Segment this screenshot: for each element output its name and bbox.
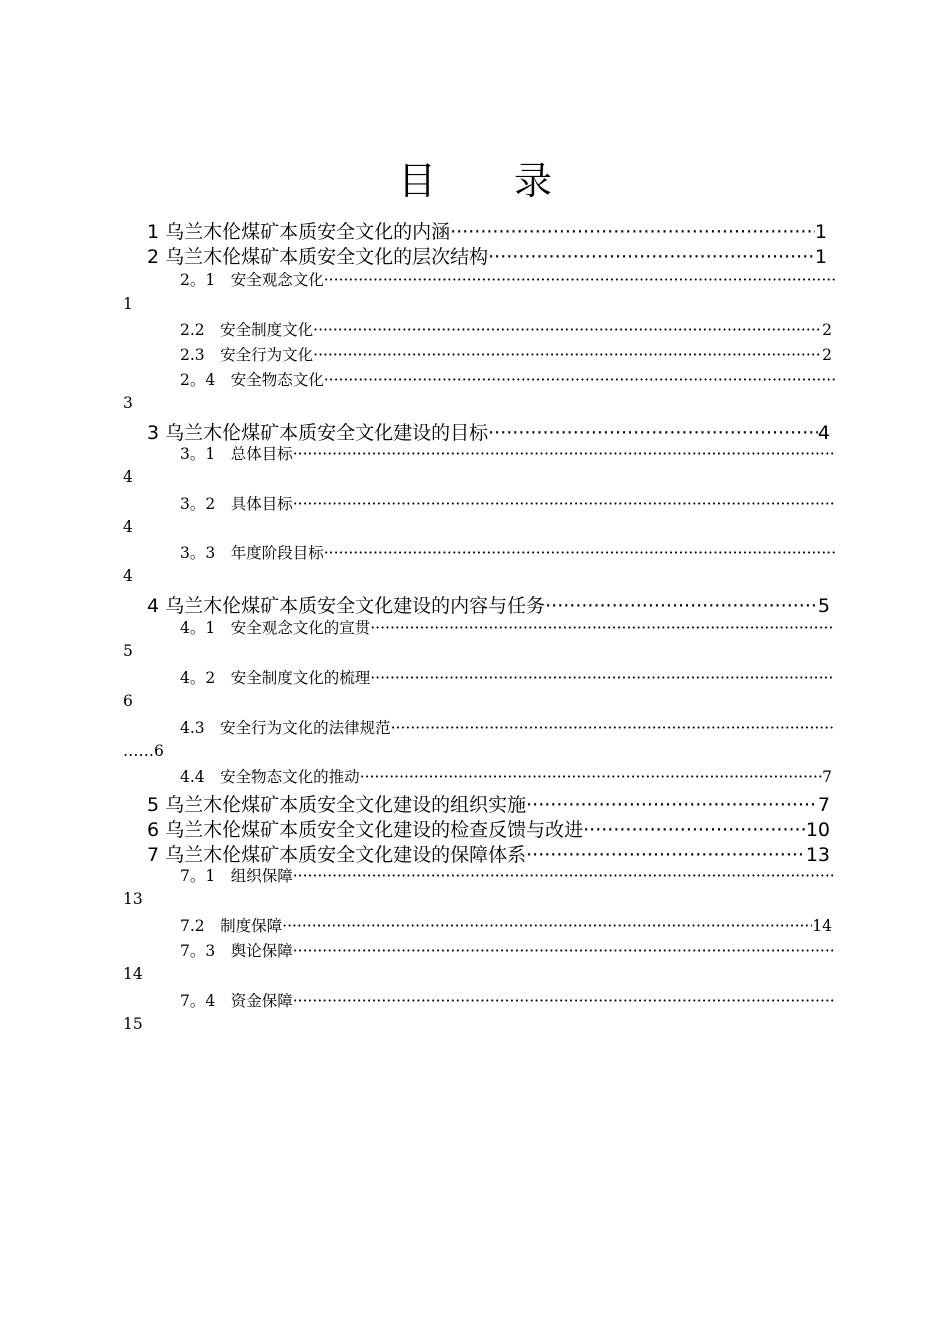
toc-entry-4-1[interactable] <box>180 616 835 638</box>
toc-entry-text: 2 乌兰木伦煤矿本质安全文化的层次结构 <box>147 246 489 268</box>
dot-leader <box>293 992 835 1010</box>
toc-page-number: 4 <box>123 567 133 585</box>
dot-leader <box>293 445 835 463</box>
toc-entry-text: 7 乌兰木伦煤矿本质安全文化建设的保障体系 <box>147 844 527 866</box>
dot-leader <box>450 221 815 243</box>
dot-leader <box>282 917 812 935</box>
toc-page-number: 5 <box>817 595 830 617</box>
dot-leader <box>370 619 835 637</box>
toc-entry-text: 2.3 安全行为文化 <box>180 346 314 364</box>
toc-entry-4-3[interactable] <box>180 716 835 738</box>
title-char-2: 录 <box>514 159 553 203</box>
toc-page-number: 1 <box>123 295 133 313</box>
toc-entry-3-1[interactable] <box>180 442 835 464</box>
toc-entry-text: 6 乌兰木伦煤矿本质安全文化建设的检查反馈与改进 <box>147 819 584 841</box>
toc-entry-text: 4 乌兰木伦煤矿本质安全文化建设的内容与任务 <box>147 595 546 617</box>
toc-entry-2-4[interactable] <box>180 368 835 390</box>
toc-entry-text: 3。3 年度阶段目标 <box>180 544 324 562</box>
toc-page-number: 13 <box>123 890 143 908</box>
toc-entry-4-4[interactable] <box>180 765 832 787</box>
dot-leader <box>488 422 818 444</box>
dot-leader <box>488 246 815 268</box>
toc-entry-6[interactable] <box>147 815 830 842</box>
toc-entry-7-4[interactable] <box>180 989 835 1011</box>
dot-leader <box>370 669 835 687</box>
toc-page-number: 2 <box>822 346 832 364</box>
dot-leader <box>583 819 806 841</box>
toc-entry-text: 7。1 组织保障 <box>180 867 293 885</box>
toc-page-number: 2 <box>822 321 832 339</box>
toc-page-number: 4 <box>123 518 133 536</box>
page-title <box>0 150 950 205</box>
dot-leader <box>324 371 835 389</box>
toc-entry-7-1[interactable] <box>180 864 835 886</box>
toc-page-number: 4 <box>123 468 133 486</box>
toc-page-number: 13 <box>805 844 830 866</box>
dot-leader <box>391 719 835 737</box>
toc-page-number: 7 <box>822 768 832 786</box>
toc-page-number: 6 <box>123 692 133 710</box>
toc-page-number: 4 <box>817 422 830 444</box>
toc-page-number: 14 <box>123 965 143 983</box>
toc-entry-text: 2。1 安全观念文化 <box>180 271 324 289</box>
dot-leader <box>545 595 818 617</box>
toc-page-number: 1 <box>814 246 827 268</box>
toc-page-number: 5 <box>123 642 133 660</box>
toc-page-number: ……6 <box>123 742 164 760</box>
toc-page-number: 15 <box>123 1015 143 1033</box>
dot-leader <box>526 794 818 816</box>
dot-leader <box>324 271 835 289</box>
toc-entry-text: 2。4 安全物态文化 <box>180 371 324 389</box>
toc-entry-text: 3。2 具体目标 <box>180 495 293 513</box>
toc-entry-2-2[interactable] <box>180 318 832 340</box>
title-char-1: 目 <box>397 159 436 203</box>
toc-entry-4-2[interactable] <box>180 666 835 688</box>
toc-page-number: 7 <box>817 794 830 816</box>
toc-entry-7-2[interactable] <box>180 914 832 936</box>
toc-entry-5[interactable] <box>147 790 830 817</box>
toc-entry-2-1[interactable] <box>180 268 835 290</box>
toc-entry-text: 1 乌兰木伦煤矿本质安全文化的内涵 <box>147 221 451 243</box>
toc-entry-3-2[interactable] <box>180 492 835 514</box>
toc-entry-text: 5 乌兰木伦煤矿本质安全文化建设的组织实施 <box>147 794 527 816</box>
toc-page-number: 3 <box>123 394 133 412</box>
dot-leader <box>324 544 835 562</box>
toc-page-number: 14 <box>812 917 832 935</box>
dot-leader <box>293 495 835 513</box>
toc-entry-text: 4.4 安全物态文化的推动 <box>180 768 360 786</box>
toc-entry-2[interactable] <box>147 242 827 269</box>
dot-leader <box>526 844 806 866</box>
dot-leader <box>293 942 835 960</box>
toc-entry-text: 7.2 制度保障 <box>180 917 283 935</box>
dot-leader <box>313 346 822 364</box>
toc-entry-1[interactable] <box>147 217 827 244</box>
toc-entry-text: 4。2 安全制度文化的梳理 <box>180 669 371 687</box>
toc-entry-text: 4。1 安全观念文化的宣贯 <box>180 619 371 637</box>
toc-entry-7[interactable] <box>147 840 830 867</box>
toc-entry-text: 3。1 总体目标 <box>180 445 293 463</box>
toc-entry-text: 2.2 安全制度文化 <box>180 321 314 339</box>
toc-entry-text: 4.3 安全行为文化的法律规范 <box>180 719 391 737</box>
toc-entry-7-3[interactable] <box>180 939 835 961</box>
toc-entry-text: 3 乌兰木伦煤矿本质安全文化建设的目标 <box>147 422 489 444</box>
toc-entry-text: 7。4 资金保障 <box>180 992 293 1010</box>
toc-entry-3[interactable] <box>147 418 830 445</box>
toc-entry-3-3[interactable] <box>180 541 835 563</box>
toc-entry-text: 7。3 舆论保障 <box>180 942 293 960</box>
toc-entry-4[interactable] <box>147 591 830 618</box>
dot-leader <box>360 768 822 786</box>
toc-page-number: 10 <box>805 819 830 841</box>
toc-page-number: 1 <box>814 221 827 243</box>
dot-leader <box>293 867 835 885</box>
dot-leader <box>313 321 822 339</box>
toc-entry-2-3[interactable] <box>180 343 832 365</box>
